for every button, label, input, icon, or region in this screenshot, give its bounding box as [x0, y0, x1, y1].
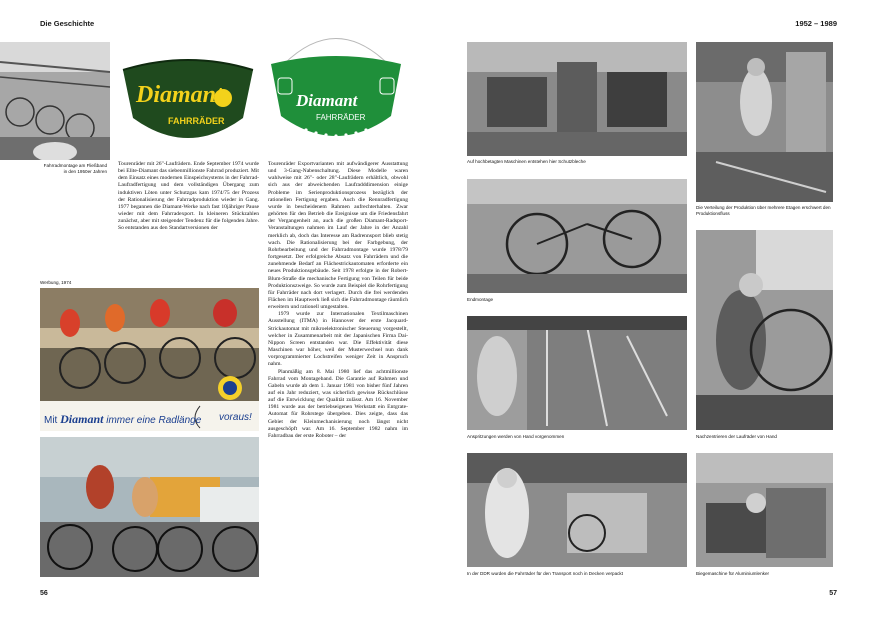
photo-schutzbleche	[467, 42, 687, 156]
visor-yellow-sub: FAHRRÄDER	[168, 116, 225, 126]
body-text-column-2	[268, 161, 408, 440]
visor-green-brand: Diamant	[296, 91, 358, 110]
paragraph: 1979 wurde zur Internationalen Textilmaschinen Ausstellung (ITMA) in Hannover der erste Jacquard-Strickautomat mit mikroelektronischer Steuerung vorgestellt, welcher in Zusammenarbeit mit der Japanischen Firma Dai-Nippon Screen entstanden war. Die Effektivität diese Maschinen war höher, weil der Musterwechsel nun dank vorprogrammierter Lochstreifen weniger Zeit in Anspruch nahm.	[268, 311, 408, 368]
paragraph: Tourenräder Exportvarianten mit aufwändigerer Ausstattung und 3-Gang-Nabenschaltung. Diese Modelle waren wahlweise mit 26"- oder 28"-Laufrädern erhältlich, obwohl sich aus der abweichenden Laufradddimension einige Probleme im Serienproduktionsprozess bezüglich der rationellen Fertigung ergaben. Auch die Rennradfertigung wurde in bescheidenem Rahmen aufrechterhalten. Zwar gehörten für den Betrieb die Ereignisse um die Friedensfahrt der Vergangenheit an, auch die großen Diamant-Radsport-Veranstaltungen nahmen im Lauf der Jahre in der Anzahl merklich ab, doch das Interesse am Radrennsport blieb stetig wach. Die Rationalisierung bei der Farbgebung, der Rohrbearbeitung und der Fahrradmontage wurde 1978/79 fortgesetzt. Der erfolgreiche Absatz von Fahrrädern und die zunehmende Bedarf an Flächestrickautomaten erforderte ein neues Produktionsgebäude. Seit 1978 erfolgte in der Robert-Blum-Straße die mechanische Fertigung von Teilen für beide Produktionszweige. So wurde zum Beispiel die Rohrfertigung für Fahrräder nach dort verlagert. Durch die frei werdenden Flächen im Hauptwerk ließ sich die Fahrradmontage räumlich erweitern und rationell umgestalten.	[268, 161, 408, 311]
visor-green-sub: FAHRRÄDER	[316, 113, 366, 122]
caption-endmontage: Endmontage	[467, 297, 494, 302]
page-number-left: 56	[40, 590, 48, 597]
photo-fahrradmontage	[0, 42, 110, 160]
caption-schutzbleche: Auf hochbetagten Maschinen entstehen hier Schutzbleche	[467, 159, 586, 164]
ad-slogan-pre: Mit	[44, 415, 58, 426]
ad-slogan-end: voraus!	[219, 412, 252, 423]
page-number-right: 57	[829, 590, 837, 597]
caption-fahrradmontage: Fahrradmontage am Fließband in den 1950er Jahren	[43, 163, 107, 174]
photo-ddr-verpackung	[467, 453, 687, 567]
ad-slogan-brand: Diamant	[60, 412, 104, 426]
caption-biegemaschine: Biegemaschine für Aluminiumlenker	[696, 571, 770, 576]
photo-endmontage	[467, 179, 687, 293]
caption-anspritzungen: Anspritzungen werden von Hand vorgenommen	[467, 434, 565, 439]
photo-laufraeder	[696, 230, 833, 430]
caption-laufraeder: Nachzentrieren der Laufräder von Hand	[696, 434, 777, 439]
body-text-column-1	[118, 161, 259, 233]
paragraph: Tourenräder mit 26"-Laufrädern. Ende September 1974 wurde bei Elite-Diamant das siebenmillionste Fahrrad produziert. Mit dem Einsatz eines modernen Einspeichsystems in der Fahrrad-Laufradfertigung und dem vollständigen Übergang zum induktiven Löten unter Schutzgas kam 1974/75 der Prozess der Rationalisierung der Fahrradproduktion wieder in Gang. 1977 begannen die Diamant-Werke nach fast 10jähriger Pause wieder mit dem Fahrradexport. In kleineren Stückzahlen zunächst, aber mit steigender Tendenz für die folgenden Jahre. So entstanden aus den Standartversionen der	[118, 161, 259, 232]
visor-yellow-brand: Diamant	[136, 82, 223, 108]
caption-verteilung: Die Verteilung der Produktion über mehrere Etagen erschwert den Produktionsfluss	[696, 205, 831, 216]
paragraph: Planmäßig am 8. Mai 1980 lief das achtmillionste Fahrrad vom Montageband. Die Garantie auf Rahmen und Gabeln wurde ab dem 1. Januar 1981 von bisher fünf Jahren auf ein Jahr reduziert, was sicherlich gewisse Rückschlüsse auf die Entwicklung der Qualität zulässt. Am 16. November 1981 wurde aus der betriebseigenen Werkstatt ein Entgrate-Automat für Rohrstege übergeben. Dies zeigte, dass das Gebiet der Kleinmechanisierung noch längst nicht ausgeschöpft war. Am 16. September 1982 nahm im Fahrradbau der erste Roboter – der	[268, 368, 408, 439]
visor-yellow	[118, 50, 258, 150]
running-header-right: 1952 – 1989	[795, 19, 837, 28]
ad-image-1974	[40, 288, 259, 431]
visor-green	[266, 28, 406, 148]
running-header-left: Die Geschichte	[40, 19, 95, 28]
caption-ddr: In der DDR wurden die Fahrräder für den Transport noch in Decken verpackt	[467, 571, 624, 576]
photo-family-bicycles	[40, 437, 259, 577]
caption-werbung: Werbung, 1974	[40, 280, 72, 285]
photo-biegemaschine	[696, 453, 833, 567]
ad-slogan	[44, 412, 252, 427]
photo-verteilung	[696, 42, 833, 202]
photo-anspritzungen	[467, 316, 687, 430]
ad-slogan-post: immer eine Radlänge	[106, 415, 202, 426]
